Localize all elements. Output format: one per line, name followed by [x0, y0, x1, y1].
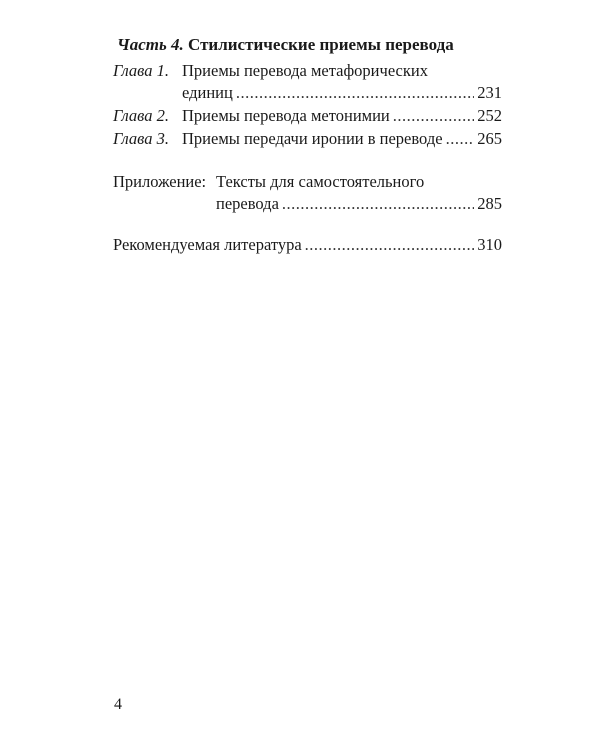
part-heading — [117, 35, 454, 55]
page-number: 4 — [114, 696, 122, 713]
dot-leader — [393, 105, 474, 127]
chapter-title: Приемы перевода метафорических — [182, 61, 428, 80]
chapter-label: Глава 2. — [113, 106, 169, 125]
toc-entry-appendix[interactable] — [113, 171, 502, 193]
toc-entry-chapter-2[interactable] — [113, 105, 502, 127]
toc-entry-chapter-1-cont[interactable] — [182, 82, 502, 104]
part-title: Стилистические приемы перевода — [188, 35, 454, 54]
toc-entry-appendix-cont[interactable] — [216, 193, 502, 215]
page-ref: 231 — [477, 83, 502, 102]
page-ref: 310 — [477, 235, 502, 254]
toc-entry-chapter-1[interactable] — [113, 60, 502, 82]
dot-leader — [282, 193, 474, 215]
dot-leader — [236, 82, 474, 104]
appendix-label: Приложение: — [113, 172, 207, 191]
chapter-title-cont: единиц — [182, 83, 233, 102]
page-ref: 252 — [477, 106, 502, 125]
chapter-label: Глава 1. — [113, 61, 169, 80]
chapter-label: Глава 3. — [113, 129, 169, 148]
page-ref: 285 — [477, 194, 502, 213]
dot-leader — [305, 234, 475, 256]
toc-entry-references[interactable] — [113, 234, 502, 256]
part-label: Часть 4. — [117, 35, 184, 54]
appendix-title: Тексты для самостоятельного — [216, 172, 425, 191]
dot-leader — [446, 128, 475, 150]
toc-entry-chapter-3[interactable] — [113, 128, 502, 150]
chapter-title: Приемы перевода метонимии — [182, 106, 390, 125]
chapter-title: Приемы передачи иронии в переводе — [182, 129, 443, 148]
references-title: Рекомендуемая литература — [113, 235, 302, 254]
appendix-title-cont: перевода — [216, 194, 279, 213]
page-ref: 265 — [477, 129, 502, 148]
